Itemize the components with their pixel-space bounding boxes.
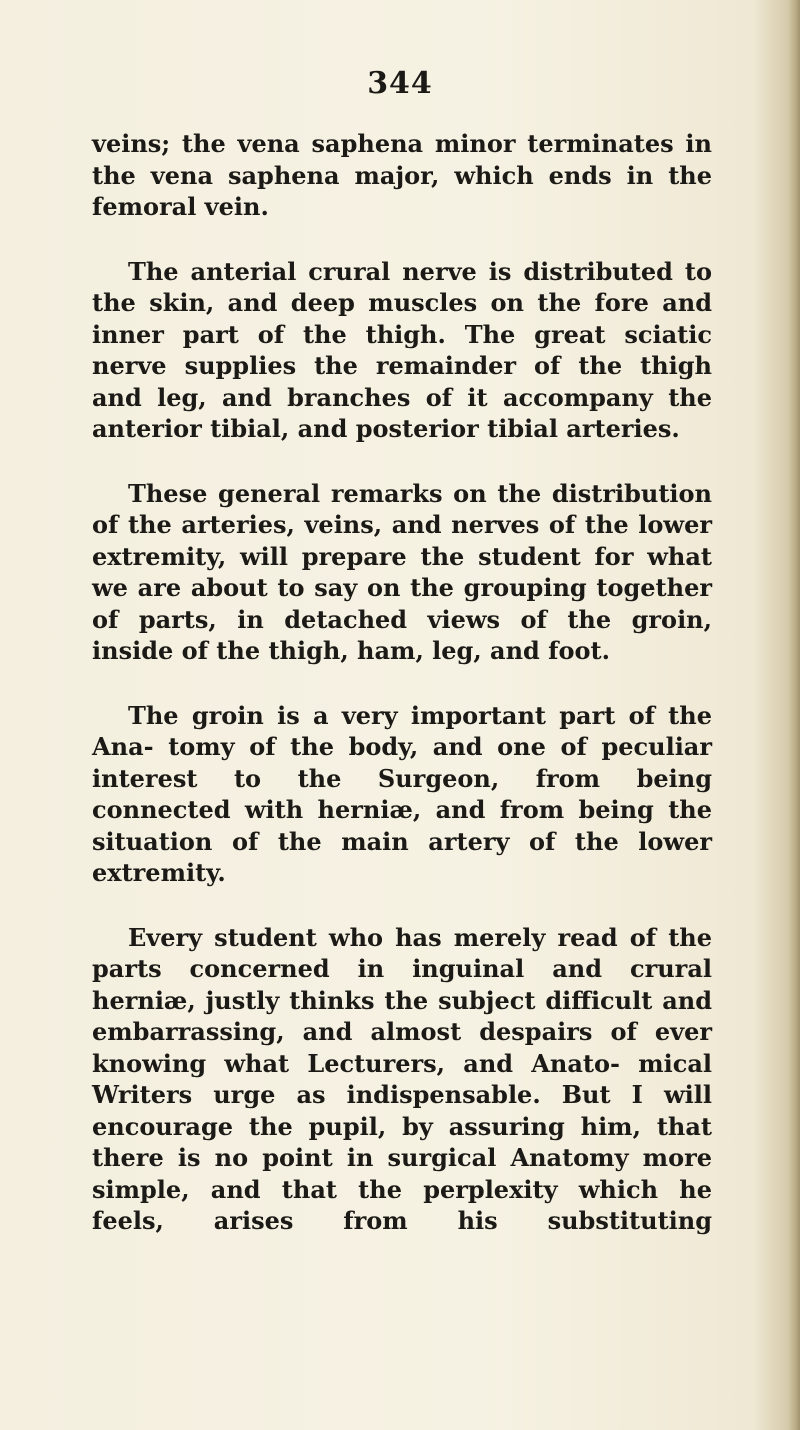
paragraph-2: The anterial crural nerve is distributed to the skin, and deep muscles on the fore and inner part of the thigh. The great sciatic nerve supplies the remainder of the thigh and leg, and branches of it accompany the anterior tibial, and posterior tibial arteries.: [92, 256, 712, 443]
paragraph-4: The groin is a very important part of the Ana- tomy of the body, and one of peculiar interest to the Surgeon, from being connected with herniæ, and from being the situation of the main artery of the lower extremity.: [92, 700, 712, 887]
paragraph-1: veins; the vena saphena minor terminates in the vena saphena major, which ends in the femoral vein.: [92, 129, 712, 221]
page-edge-shadow: [788, 0, 800, 1430]
page-number: 344: [367, 66, 433, 101]
paragraph-5: Every student who has merely read of the parts concerned in inguinal and crural herniæ, justly thinks the subject difficult and embarrassing, and almost despairs of ever knowing what Lecturers, and Anato- mical Writers urge as indispensable. But I will encourage the pupil, by assuring him, that there is no point in surgical Anatomy more simple, and that the perplexity which he feels, arises from his substituting: [92, 922, 712, 1235]
body-text: [92, 128, 712, 1270]
paragraph-3: These general remarks on the distribution of the arteries, veins, and nerves of the lower extremity, will prepare the student for what we are about to say on the grouping together of parts, in detached views of the groin, inside of the thigh, ham, leg, and foot.: [92, 478, 712, 665]
